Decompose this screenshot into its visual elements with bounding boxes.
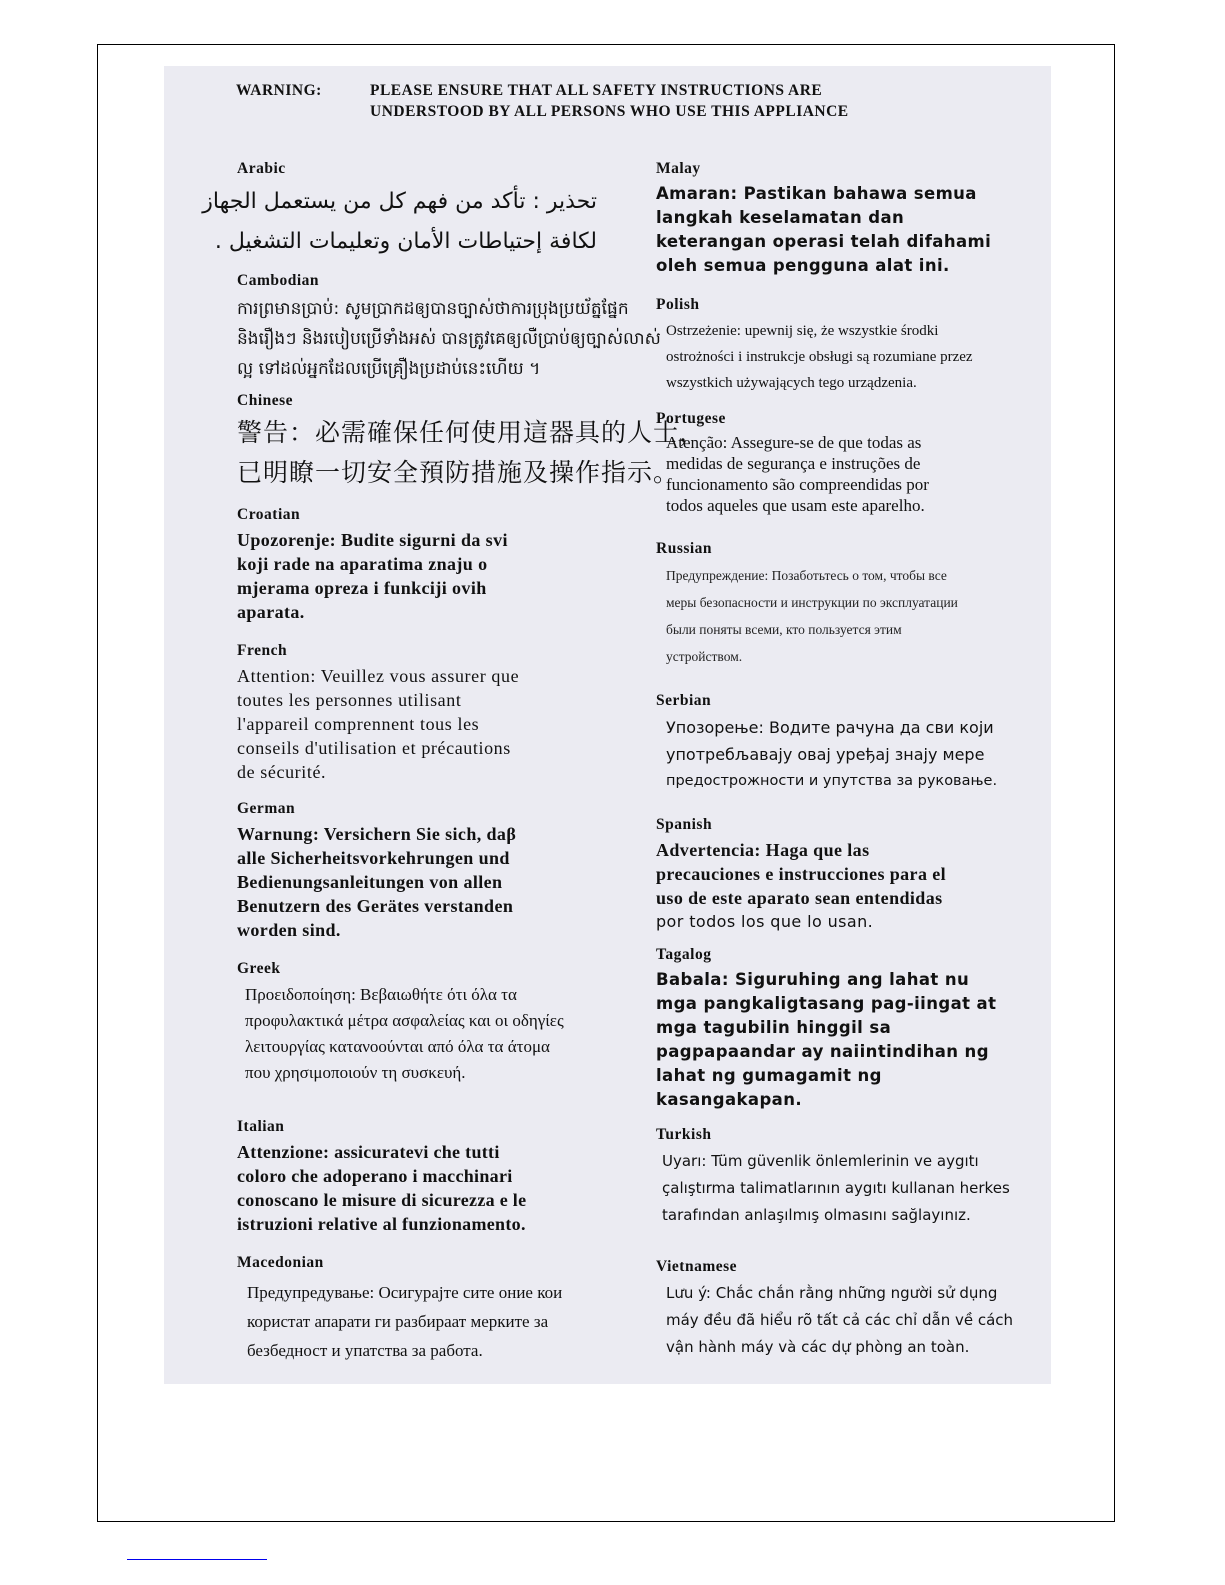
warning-translation	[656, 714, 997, 795]
section-cambodian	[237, 272, 661, 384]
language-heading: Turkish	[656, 1126, 712, 1143]
translation-line: toutes les personnes utilisant	[237, 690, 462, 710]
translation-line: funcionamento são compreendidas por	[666, 475, 929, 494]
translation-line: conseils d'utilisation et précautions	[237, 738, 511, 758]
translation-line: lahat ng gumagamit ng	[656, 1066, 882, 1085]
translation-line: istruzioni relative al funzionamento.	[237, 1214, 526, 1234]
translation-line: l'appareil comprennent tous les	[237, 714, 480, 734]
section-russian	[656, 540, 958, 670]
warning-translation	[237, 1140, 526, 1236]
language-heading: Tagalog	[656, 946, 712, 963]
translation-line: Advertencia: Haga que las	[656, 840, 870, 860]
translation-line: tarafından anlaşılmış olmasını sağlayınız.	[662, 1206, 971, 1224]
section-portugese	[656, 410, 929, 516]
translation-line: Lưu ý: Chắc chắn rằng những người sử dụng	[666, 1284, 998, 1302]
warning-text	[370, 80, 950, 122]
translation-line: alle Sicherheitsvorkehrungen und	[237, 848, 510, 868]
translation-line: vận hành máy và các dự phòng an toàn.	[666, 1338, 970, 1356]
language-heading: Chinese	[237, 392, 294, 409]
warning-translation	[656, 432, 929, 516]
translation-line: были поняты всеми, кто пользуется этим	[666, 622, 902, 637]
translation-line: keterangan operasi telah difahami	[656, 232, 992, 251]
language-heading: Macedonian	[237, 1254, 324, 1271]
translation-line: Amaran: Pastikan bahawa semua	[656, 184, 977, 203]
scanned-warning-sheet	[164, 66, 1051, 1384]
language-heading: Greek	[237, 960, 281, 977]
translation-line: langkah keselamatan dan	[656, 208, 905, 227]
language-heading: German	[237, 800, 296, 817]
translation-line: Babala: Siguruhing ang lahat nu	[656, 970, 970, 989]
section-croatian	[237, 506, 508, 624]
warning-translation	[656, 182, 991, 278]
warning-translation	[656, 1280, 1013, 1361]
translation-line: precauciones e instrucciones para el	[656, 864, 947, 884]
translation-line: todos aqueles que usam este aparelho.	[666, 496, 925, 515]
language-heading: Italian	[237, 1118, 285, 1135]
translation-line: medidas de segurança e instruções de	[666, 454, 921, 473]
translation-line: Προειδοποίηση: Βεβαιωθήτε ότι όλα τα	[245, 985, 517, 1004]
warning-line: UNDERSTOOD BY ALL PERSONS WHO USE THIS APPLIANCE	[370, 103, 849, 120]
translation-line: устройством.	[666, 649, 743, 664]
translation-line: Attention: Veuillez vous assurer que	[237, 666, 520, 686]
language-heading: Portugese	[656, 410, 726, 427]
warning-translation	[237, 982, 564, 1086]
section-malay	[656, 160, 991, 278]
section-spanish	[656, 816, 946, 934]
translation-line: ostrożności i instrukcje obsługi są rozumiane przez	[666, 349, 973, 365]
section-german	[237, 800, 516, 942]
warning-label: WARNING:	[236, 82, 322, 99]
section-macedonian	[237, 1254, 562, 1365]
translation-line: de sécurité.	[237, 762, 327, 782]
language-heading: Serbian	[656, 692, 712, 709]
section-french	[237, 642, 519, 784]
translation-line: Atenção: Assegure-se de que todas as	[666, 433, 922, 452]
translation-line: безбедност и упатства за работа.	[247, 1341, 483, 1360]
warning-translation	[237, 1278, 562, 1365]
translation-line: Ostrzeżenie: upewnij się, że wszystkie środki	[666, 323, 939, 339]
section-serbian	[656, 692, 997, 795]
translation-line: pagpapaandar ay naiintindihan ng	[656, 1042, 989, 1061]
warning-translation	[237, 414, 705, 494]
translation-line: conoscano le misure di sicurezza e le	[237, 1190, 527, 1210]
translation-line: coloro che adoperano i macchinari	[237, 1166, 513, 1186]
section-polish	[656, 296, 973, 396]
translation-line: Uyarı: Tüm güvenlik önlemlerinin ve aygıtı	[662, 1152, 979, 1170]
warning-translation	[237, 822, 516, 942]
translation-line: προφυλακτικά μέτρα ασφαλείας και οι οδηγίες	[245, 1011, 564, 1030]
translation-line: користат апарати ги разбираат мерките за	[247, 1312, 549, 1331]
translation-line: Предупреждение: Позаботьтесь о том, чтобы все	[666, 568, 947, 583]
translation-line: لكافة إحتياطات الأمان وتعليمات التشغيل .	[214, 229, 597, 254]
language-heading: French	[237, 642, 288, 659]
section-chinese	[237, 392, 705, 494]
language-heading: Croatian	[237, 506, 301, 523]
language-heading: Russian	[656, 540, 713, 557]
language-heading: Arabic	[237, 160, 286, 177]
warning-translation	[656, 318, 973, 396]
translation-line: употребљавају овај уређај знају мере	[666, 745, 985, 764]
translation-line: Bedienungsanleitungen von allen	[237, 872, 503, 892]
translation-line: Упозорење: Водите рачуна да сви који	[666, 718, 994, 737]
translation-line: تحذير : تأكد من فهم كل من يستعمل الجهاز	[202, 189, 597, 214]
translation-line: меры безопасности и инструкции по эксплуатации	[666, 595, 958, 610]
translation-line: λειτουργίας κατανοούνται από όλα τα άτομα	[245, 1037, 550, 1056]
translation-line: предострожности и упутства за руковање.	[666, 773, 998, 789]
translation-line: ល្អ ទៅដល់អ្នកដែលប្រើគ្រឿងប្រដាប់នេះហើយ ។	[237, 359, 541, 379]
section-arabic	[202, 160, 597, 262]
language-heading: Spanish	[656, 816, 713, 833]
language-heading: Cambodian	[237, 272, 320, 289]
section-greek	[237, 960, 564, 1086]
footnote-separator	[127, 1559, 267, 1560]
translation-line: Attenzione: assicuratevi che tutti	[237, 1142, 500, 1162]
section-turkish	[656, 1126, 1010, 1229]
warning-translation	[656, 838, 946, 934]
translation-line: wszystkich używających tego urządzenia.	[666, 375, 917, 391]
translation-line: mga pangkaligtasang pag-iingat at	[656, 994, 997, 1013]
translation-line: uso de este aparato sean entendidas	[656, 888, 943, 908]
translation-line: Benutzern des Gerätes verstanden	[237, 896, 514, 916]
warning-translation	[656, 1148, 1010, 1229]
translation-line: និងរឿងៗ និងរបៀបប្រើទាំងអស់ បានត្រូវគេឲ្យលឺប្រាប់ឲ្យច្បាស់លាស់	[237, 329, 661, 349]
warning-translation	[656, 562, 958, 670]
translation-line: mga tagubilin hinggil sa	[656, 1018, 892, 1037]
translation-line: çalıştırma talimatlarının aygıtı kullanan herkes	[662, 1179, 1010, 1197]
translation-line: ការព្រមានប្រាប់: សូមប្រាកដឲ្យបានច្បាស់ថាការប្រុងប្រយ័ត្នផ្នែក	[237, 299, 629, 319]
language-heading: Vietnamese	[656, 1258, 738, 1275]
translation-line: koji rade na aparatima znaju o	[237, 554, 488, 574]
translation-line: máy đều đã hiểu rõ tất cả các chỉ dẫn về cách	[666, 1311, 1014, 1329]
translation-line: oleh semua pengguna alat ini.	[656, 256, 950, 275]
section-vietnamese	[656, 1258, 1013, 1361]
translation-line: Предупредување: Осигурајте сите оние кои	[247, 1283, 563, 1302]
section-italian	[237, 1118, 526, 1236]
warning-line: PLEASE ENSURE THAT ALL SAFETY INSTRUCTIONS ARE	[370, 82, 823, 99]
translation-line: που χρησιμοποιούν τη συσκευή.	[245, 1063, 466, 1082]
translation-line: 已明瞭一切安全預防措施及操作指示。	[237, 460, 680, 487]
translation-line: Upozorenje: Budite sigurni da svi	[237, 530, 508, 550]
language-heading: Polish	[656, 296, 700, 313]
warning-translation	[202, 182, 597, 262]
translation-line: mjerama opreza i funkciji ovih	[237, 578, 487, 598]
translation-line: Warnung: Versichern Sie sich, daβ	[237, 824, 517, 844]
translation-line: aparata.	[237, 602, 305, 622]
warning-translation	[656, 968, 996, 1112]
warning-translation	[237, 664, 519, 784]
translation-line: worden sind.	[237, 920, 341, 940]
translation-line: kasangakapan.	[656, 1090, 803, 1109]
language-heading: Malay	[656, 160, 701, 177]
translation-line: por todos los que lo usan.	[656, 912, 874, 931]
section-tagalog	[656, 946, 996, 1112]
warning-translation	[237, 528, 508, 624]
warning-translation	[237, 294, 661, 384]
translation-line: 警告：必需確保任何使用這器具的人士，	[237, 420, 706, 447]
